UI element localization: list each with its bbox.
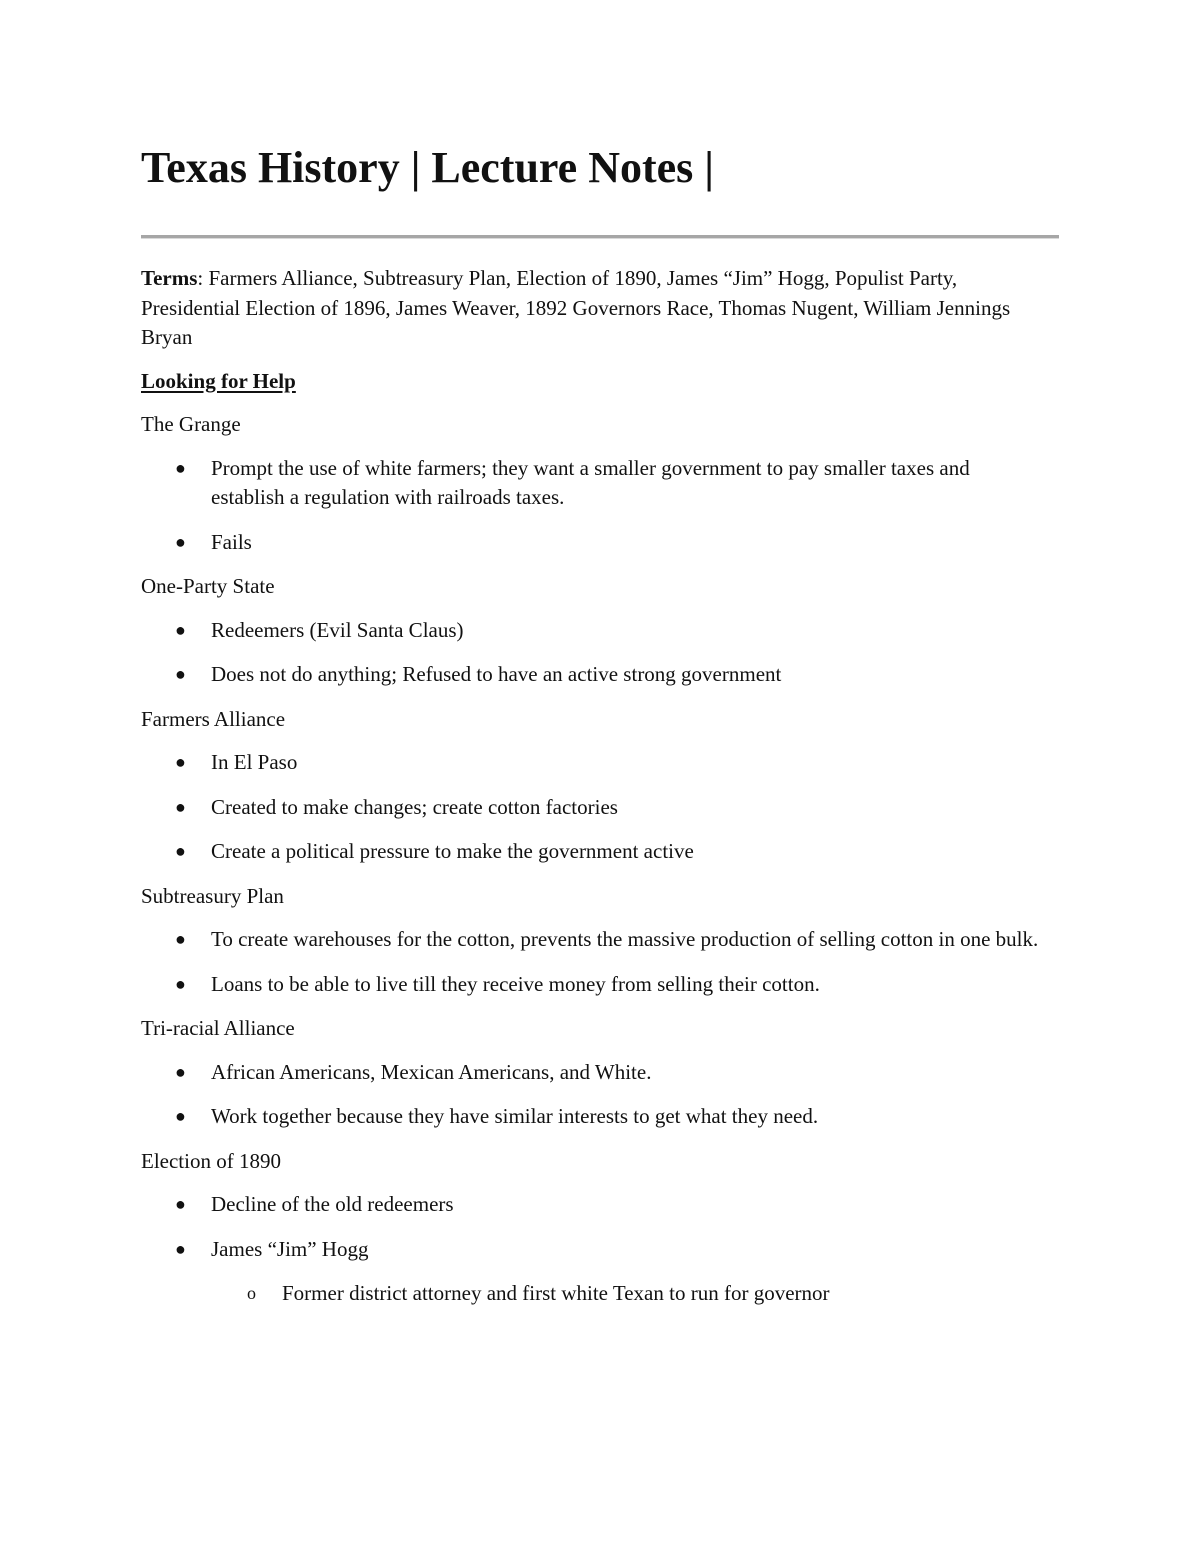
list-item	[141, 454, 1041, 513]
bullet-icon: ●	[175, 1061, 186, 1082]
bullet-text: Fails	[211, 529, 252, 554]
sub-bullet-list	[211, 1279, 1041, 1309]
bullet-list	[141, 616, 1041, 690]
bullet-icon: ●	[175, 1106, 186, 1126]
topic-title: The Grange	[141, 412, 241, 436]
bullet-text: To create warehouses for the cotton, prevents the massive production of selling cotton in one bulk.	[211, 927, 1039, 951]
terms-paragraph	[141, 264, 1041, 353]
bullet-icon: ●	[175, 1194, 186, 1214]
bullet-text: Does not do anything; Refused to have an active strong government	[211, 662, 782, 686]
bullet-text: Redeemers (Evil Santa Claus)	[211, 617, 464, 642]
bullet-text: Work together because they have similar interests to get what they need.	[211, 1104, 819, 1128]
title-divider	[141, 235, 1059, 239]
topic-title: Election of 1890	[141, 1148, 281, 1173]
list-item	[141, 1102, 1041, 1132]
bullet-text: Created to make changes; create cotton factories	[211, 794, 618, 819]
list-item	[141, 970, 1041, 1000]
topic-title: Subtreasury Plan	[141, 883, 284, 908]
bullet-text: Decline of the old redeemers	[211, 1192, 454, 1216]
bullet-icon: ●	[175, 619, 186, 640]
bullet-list	[141, 1058, 1041, 1132]
list-item	[141, 616, 1041, 646]
bullet-icon: ●	[175, 973, 186, 994]
bullet-text: James “Jim” Hogg	[211, 1236, 369, 1261]
list-item	[141, 1190, 1041, 1220]
bullet-list	[141, 454, 1041, 558]
topic-title: Farmers Alliance	[141, 706, 286, 731]
bullet-text: Create a political pressure to make the government active	[211, 839, 694, 863]
topic-title: Tri-racial Alliance	[141, 1016, 295, 1040]
topic-title: One-Party State	[141, 574, 275, 598]
terms-label: Terms	[141, 266, 198, 290]
list-item	[141, 837, 1041, 867]
bullet-icon: ●	[175, 531, 186, 552]
bullet-text: In El Paso	[211, 750, 298, 774]
sub-list-item	[211, 1279, 1041, 1309]
bullet-icon: ●	[175, 841, 186, 861]
terms-text: : Farmers Alliance, Subtreasury Plan, Election of 1890, James “Jim” Hogg, Populist Party, Presidential Election of 1896, James Weaver, 1892 Governors Race, Thomas Nugent, William Jennings Bryan	[141, 266, 1011, 349]
list-item	[141, 528, 1041, 558]
list-item	[141, 1058, 1041, 1088]
circle-bullet-icon: o	[247, 1283, 256, 1303]
bullet-icon: ●	[175, 929, 186, 949]
list-item	[141, 793, 1041, 823]
bullet-text: African Americans, Mexican Americans, and White.	[211, 1059, 652, 1084]
bullet-list	[141, 1190, 1041, 1309]
bullet-icon: ●	[175, 457, 186, 478]
list-item	[141, 925, 1041, 955]
bullet-text: Prompt the use of white farmers; they want a smaller government to pay smaller taxes and establish a regulation with railroads taxes.	[211, 455, 970, 509]
list-item	[141, 660, 1041, 690]
bullet-text: Loans to be able to live till they receive money from selling their cotton.	[211, 971, 820, 996]
document-body	[141, 264, 1041, 1324]
list-item	[141, 748, 1041, 778]
document-title: Texas History | Lecture Notes |	[141, 143, 714, 192]
bullet-icon: ●	[175, 796, 186, 817]
bullet-list	[141, 748, 1041, 867]
bullet-list	[141, 925, 1041, 999]
list-item	[141, 1235, 1041, 1309]
bullet-icon: ●	[175, 1238, 186, 1259]
section-heading: Looking for Help	[141, 368, 296, 393]
sub-bullet-text: Former district attorney and first white Texan to run for governor	[282, 1281, 830, 1305]
bullet-icon: ●	[175, 752, 186, 772]
bullet-icon: ●	[175, 664, 186, 684]
